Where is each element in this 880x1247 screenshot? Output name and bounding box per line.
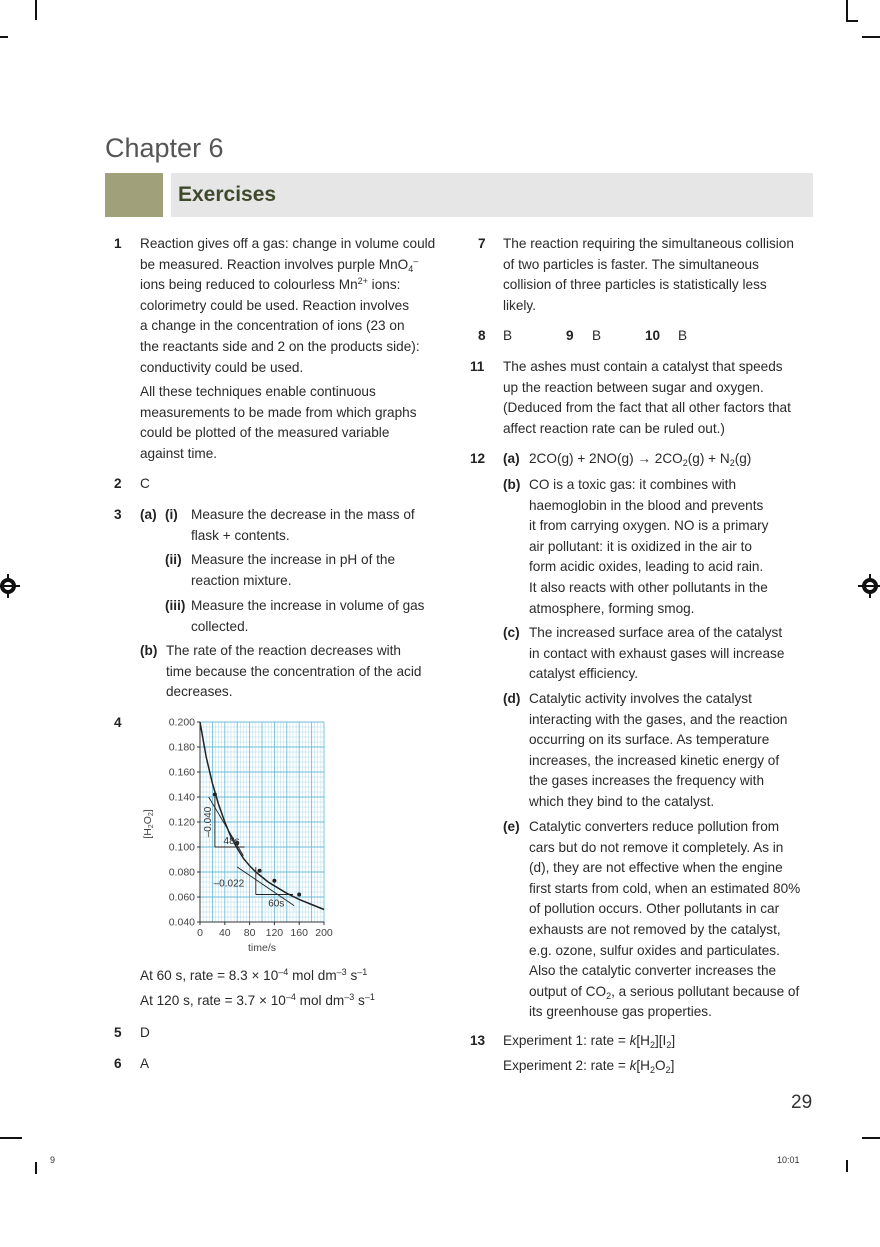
question-1-answer: [140, 234, 460, 465]
text-line: The rate of the reaction decreases with: [166, 643, 401, 658]
question-12a-equation: $2CO(g) + 2NO(g) \to 2CO_2(g) + N_2(g)$: [529, 451, 752, 468]
x-tick-label: 0: [197, 927, 203, 939]
rate-line: At 60 s, rate = $8.3 \times 10^{-4}$ mol $dm^{-3}$ $s^{-1}$: [140, 967, 368, 983]
crop-mark: [846, 20, 858, 22]
text-line: a change in the concentration of ions (23 on: [140, 318, 405, 334]
data-point: [258, 869, 262, 873]
text-line: CO is a toxic gas: it combines with: [529, 477, 736, 492]
section-band-accent: [105, 173, 163, 217]
text-line: be measured. Reaction involves purple MnO$_4$–: [140, 255, 419, 274]
question-3aii-answer: [191, 550, 461, 591]
part-label: (d): [503, 691, 521, 706]
x-tick-label: 40: [218, 927, 231, 939]
y-tick-label: 0.120: [168, 816, 195, 829]
question-13-answer: [503, 1031, 803, 1076]
text-line: Measure the increase in pH of the: [191, 552, 396, 567]
question-number: 13: [470, 1033, 486, 1048]
rate-equation: Experiment 1: rate = $k[H_2][I_2]$: [503, 1033, 676, 1050]
x-tick-label: 120: [265, 927, 284, 939]
text-line: affect reaction rate can be ruled out.): [503, 420, 725, 436]
question-12d-answer: [529, 689, 819, 813]
x-tick-label: 80: [243, 927, 256, 939]
text-line: colorimetry could be used. Reaction involves: [140, 297, 409, 313]
subpart-label: (i): [165, 507, 178, 522]
text-line: atmosphere, forming smog.: [529, 600, 695, 616]
text-line: interacting with the gases, and the reaction: [529, 711, 788, 727]
graph-grid: [200, 722, 324, 922]
tangent-line: [237, 867, 294, 906]
text-line: collision of three particles is statistically less: [503, 277, 767, 293]
text-line: of two particles is faster. The simultaneous: [503, 256, 759, 272]
crop-mark: [0, 36, 8, 38]
text-line: All these techniques enable continuous: [140, 384, 376, 400]
question-10-answer: B: [678, 328, 688, 343]
question-number: 2: [114, 476, 122, 491]
page-number: 29: [791, 1092, 813, 1113]
x-tick-label: 160: [290, 927, 308, 939]
question-number: 4: [114, 715, 122, 730]
y-tick-label: 0.060: [168, 891, 195, 904]
registration-mark-icon: [862, 578, 878, 594]
crop-mark: [0, 1137, 22, 1139]
text-line: decreases.: [166, 684, 233, 700]
text-line: e.g. ozone, sulfur oxides and particulates.: [529, 942, 780, 958]
question-number: 1: [114, 236, 122, 251]
x-axis-label: time/s: [247, 942, 277, 954]
data-point: [297, 893, 301, 897]
delta-concentration-label: –0.022: [213, 878, 245, 890]
text-line: (d), they are not effective when the engine: [529, 860, 783, 876]
question-2-answer: C: [140, 476, 150, 491]
text-line: which they bind to the catalyst.: [529, 793, 715, 809]
x-tick-label: 200: [315, 927, 333, 939]
subpart-label: (ii): [165, 552, 182, 567]
text-line: Measure the increase in volume of gas: [191, 598, 425, 613]
y-tick-label: 0.200: [168, 716, 195, 729]
crop-mark: [846, 0, 848, 22]
question-number: 10: [645, 328, 661, 343]
question-number: 5: [114, 1025, 122, 1040]
text-line: The ashes must contain a catalyst that speeds: [503, 359, 783, 374]
delta-time-label: 48s: [223, 836, 240, 847]
text-line: Catalytic activity involves the catalyst: [529, 691, 752, 706]
question-number: 11: [470, 359, 485, 374]
delta-time-label: 60s: [268, 898, 285, 910]
rate-equation: Experiment 2: rate = $k[H_2O_2]$: [503, 1057, 675, 1075]
text-line: time because the concentration of the acid: [166, 663, 422, 679]
text-line: conductivity could be used.: [140, 359, 304, 375]
subpart-label: (iii): [165, 598, 186, 613]
text-line: it from carrying oxygen. NO is a primary: [529, 518, 769, 534]
part-label: (e): [503, 819, 520, 834]
y-tick-label: 0.040: [168, 916, 195, 929]
question-7-answer: [503, 234, 823, 316]
footer-slug-right: 10:01: [777, 1155, 800, 1165]
text-line: the reactants side and 2 on the products side):: [140, 338, 420, 354]
y-tick-label: 0.080: [168, 866, 195, 879]
text-line: against time.: [140, 445, 218, 461]
part-label: (a): [140, 507, 157, 522]
text-line: Measure the decrease in the mass of: [191, 507, 415, 522]
question-12c-answer: [529, 623, 819, 685]
registration-mark-icon: [0, 578, 16, 594]
text-line: the gases increases the frequency with: [529, 773, 765, 789]
text-line: The increased surface area of the catalyst: [529, 625, 783, 640]
text-line: cars but do not remove it completely. As in: [529, 839, 784, 855]
text-line: in contact with exhaust gases will increase: [529, 645, 785, 661]
crop-mark: [862, 36, 880, 38]
rate-line: At 120 s, rate = $3.7 \times 10^{-4}$ mol $dm^{-3}$ $s^{-1}$: [140, 991, 375, 1008]
text-line: Also the catalytic converter increases the: [529, 963, 777, 979]
y-tick-label: 0.180: [168, 741, 195, 754]
data-point: [272, 879, 276, 883]
part-label: (c): [503, 625, 520, 640]
text-line: collected.: [191, 618, 249, 634]
y-tick-label: 0.140: [168, 791, 195, 804]
text-line: ions being reduced to colourless $Mn^{2+}$ ions:: [140, 276, 401, 293]
y-tick-label: 0.160: [168, 766, 195, 779]
data-point: [213, 793, 217, 797]
text-line: The reaction requiring the simultaneous collision: [503, 236, 794, 251]
question-number: 3: [114, 507, 122, 522]
question-number: 12: [470, 451, 486, 466]
y-axis-label: [H2O2]: [142, 809, 155, 839]
text-line: measurements to be made from which graphs: [140, 404, 417, 420]
crop-mark: [35, 0, 37, 20]
text-line: exhausts are not removed by the catalyst,: [529, 921, 781, 937]
text-line: reaction mixture.: [191, 572, 292, 588]
question-6-answer: A: [140, 1056, 150, 1071]
footer-slug-left: 9: [50, 1155, 56, 1165]
part-label: (b): [140, 643, 158, 658]
question-12b-answer: [529, 475, 819, 619]
question-3ai-answer: [191, 505, 461, 546]
y-tick-label: 0.100: [168, 841, 195, 854]
question-number: 7: [478, 236, 486, 251]
text-line: output of $CO_2$, a serious pollutant because of: [529, 983, 800, 1001]
section-title: Exercises: [178, 183, 277, 206]
text-line: occurring on its surface. As temperature: [529, 732, 770, 748]
text-line: (Deduced from the fact that all other factors that: [503, 400, 791, 416]
question-number: 8: [478, 328, 486, 343]
question-8-answer: B: [503, 328, 513, 343]
question-number: 9: [566, 328, 574, 343]
text-line: of pollution occurs. Other pollutants in car: [529, 901, 780, 917]
text-line: its greenhouse gas properties.: [529, 1004, 712, 1020]
crop-mark: [862, 1137, 880, 1139]
text-line: Catalytic converters reduce pollution from: [529, 819, 780, 834]
text-line: increases, the increased kinetic energy of: [529, 752, 780, 768]
chapter-title: Chapter 6: [105, 133, 224, 163]
text-line: could be plotted of the measured variable: [140, 425, 390, 441]
text-line: likely.: [503, 297, 536, 313]
crop-mark: [846, 1160, 848, 1172]
question-number: 6: [114, 1056, 122, 1071]
delta-concentration-label: –0.040: [202, 806, 214, 838]
part-label: (a): [503, 451, 520, 466]
question-3aiii-answer: [191, 596, 461, 637]
text-line: Reaction gives off a gas: change in volume could: [140, 236, 436, 251]
question-3b-answer: [166, 641, 456, 703]
text-line: form acidic oxides, leading to acid rain.: [529, 559, 764, 575]
question-4-rates: [140, 966, 460, 1011]
text-line: catalyst efficiency.: [529, 666, 639, 682]
question-12e-answer: [529, 817, 829, 1023]
question-9-answer: B: [592, 328, 602, 343]
text-line: It also reacts with other pollutants in the: [529, 579, 768, 595]
text-line: air pollutant: it is oxidized in the air to: [529, 538, 752, 554]
text-line: up the reaction between sugar and oxygen.: [503, 379, 764, 395]
text-line: flask + contents.: [191, 527, 290, 543]
text-line: first starts from cold, when an estimated 80%: [529, 880, 801, 896]
crop-mark: [35, 1162, 37, 1174]
concentration-time-graph: [135, 712, 350, 962]
text-line: haemoglobin in the blood and prevents: [529, 497, 764, 513]
question-5-answer: D: [140, 1025, 150, 1040]
part-label: (b): [503, 477, 521, 492]
question-11-answer: [503, 357, 823, 439]
